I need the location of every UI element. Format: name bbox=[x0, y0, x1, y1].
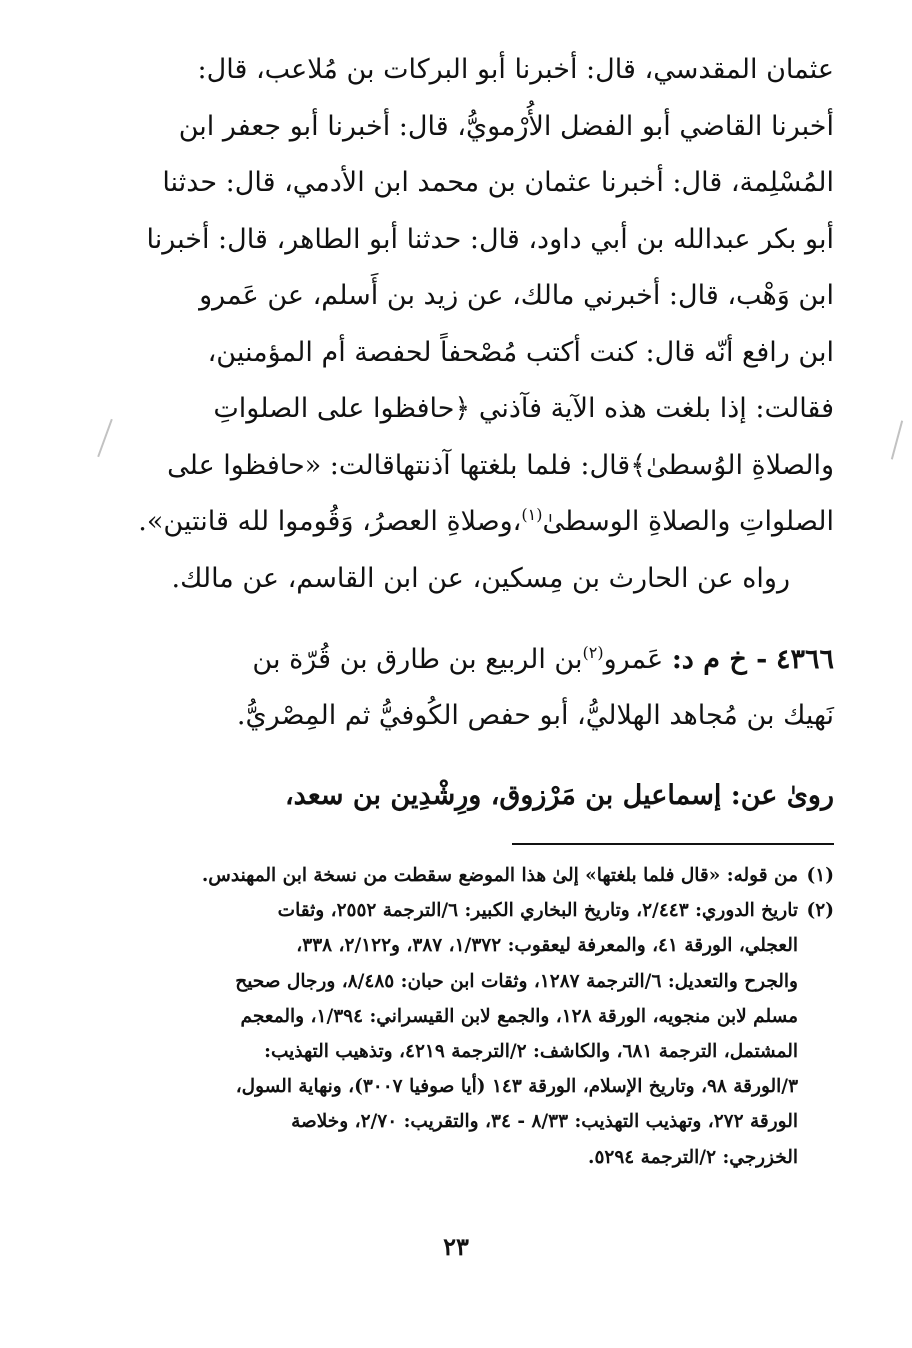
text-line: ابن وَهْب، قال: أخبرني مالك، عن زيد بن أَسلم، عن عَمرو bbox=[199, 280, 834, 311]
entry-heading-line bbox=[74, 632, 834, 688]
entry-name-continued: بن الربيع بن طارق بن قُرّة بن bbox=[252, 644, 583, 675]
footnote-text bbox=[74, 858, 798, 893]
footnote-marker[interactable]: (١) bbox=[521, 505, 543, 524]
page-number: ٢٣ bbox=[443, 1232, 469, 1261]
entry-symbols: - خ م د: bbox=[671, 644, 768, 675]
footnote-line: العجلي، الورقة ٤١، والمعرفة ليعقوب: ١/٣٧٢، ٣٨٧، و٢/١٢٢، ٣٣٨، bbox=[296, 935, 798, 957]
main-text-block bbox=[74, 42, 834, 607]
footnotes-block bbox=[74, 858, 834, 1175]
text-line bbox=[74, 494, 834, 551]
scan-artifact bbox=[891, 420, 903, 459]
text-line: عثمان المقدسي، قال: أخبرنا أبو البركات بن مُلاعب، قال: bbox=[197, 54, 834, 85]
footnote-separator bbox=[512, 843, 834, 845]
entry-name: عَمرو bbox=[603, 644, 664, 675]
entry-line: نَهيك بن مُجاهد الهلاليُّ، أبو حفص الكُوفيُّ ثم المِصْريُّ. bbox=[236, 700, 834, 731]
footnote-line: الورقة ٢٧٢، وتهذيب التهذيب: ٨/٣٣ - ٣٤، والتقريب: ٢/٧٠، وخلاصة bbox=[291, 1111, 798, 1133]
footnote-line: مسلم لابن منجويه، الورقة ١٢٨، والجمع لابن القيسراني: ١/٣٩٤، والمعجم bbox=[240, 1005, 798, 1027]
text-fragment: ،وصلاةِ العصرُ، وَقُوموا لله قانتين». bbox=[138, 506, 522, 537]
entry-number: ٤٣٦٦ bbox=[775, 644, 834, 675]
footnote-marker[interactable]: (٢) bbox=[582, 643, 604, 662]
text-line: أخبرنا القاضي أبو الفضل الأُرْمويُّ، قال: أخبرنا أبو جعفر ابن bbox=[178, 110, 834, 142]
text-line: أبو بكر عبدالله بن أبي داود، قال: حدثنا أبو الطاهر، قال: أخبرنا bbox=[146, 223, 834, 255]
narrated-from-line: روىٰ عن: إسماعيل بن مَرْزوق، ورِشْدِين بن سعد، bbox=[284, 780, 834, 811]
text-line: ابن رافع أنّه قال: كنت أكتب مُصْحفاً لحفصة أم المؤمنين، bbox=[207, 336, 834, 368]
footnote-line: المشتمل، الترجمة ٦٨١، والكاشف: ٢/الترجمة ٤٢١٩، وتذهيب التهذيب: bbox=[264, 1041, 798, 1063]
text-line: والصلاةِ الوُسطىٰ﴾قال: فلما بلغتها آذنتهاقالت: «حافظوا على bbox=[167, 449, 834, 481]
text-line: المُسْلِمة، قال: أخبرنا عثمان بن محمد ابن الأدمي، قال: حدثنا bbox=[162, 167, 834, 198]
footnote-line: الخزرجي: ٢/الترجمة ٥٢٩٤. bbox=[588, 1146, 798, 1168]
footnote-2 bbox=[74, 893, 834, 1175]
biography-entry bbox=[74, 632, 834, 744]
text-line: فقالت: إذا بلغت هذه الآية فآذني ﴿حافظوا على الصلواتِ bbox=[213, 393, 834, 424]
footnote-1 bbox=[74, 858, 834, 893]
footnote-line: من قوله: «قال فلما بلغتها» إلىٰ هذا الموضع سقطت من نسخة ابن المهندس. bbox=[201, 865, 798, 886]
footnote-line: ٣/الورقة ٩٨، وتاريخ الإسلام، الورقة ١٤٣ (أيا صوفيا ٣٠٠٧)، ونهاية السول، bbox=[235, 1076, 798, 1098]
footnote-line: تاريخ الدوري: ٢/٤٤٣، وتاريخ البخاري الكبير: ٦/الترجمة ٢٥٥٢، وثقات bbox=[277, 900, 798, 922]
footnote-line: والجرح والتعديل: ٦/الترجمة ١٢٨٧، وثقات ابن حبان: ٨/٤٨٥، ورجال صحيح bbox=[235, 970, 798, 992]
text-line: رواه عن الحارث بن مِسكين، عن ابن القاسم، عن مالك. bbox=[171, 562, 790, 594]
footnote-number: (٢) bbox=[806, 900, 834, 922]
footnote-number: (١) bbox=[806, 865, 834, 886]
footnote-text bbox=[74, 893, 798, 1175]
text-fragment: الصلواتِ والصلاةِ الوسطىٰ bbox=[542, 506, 834, 537]
